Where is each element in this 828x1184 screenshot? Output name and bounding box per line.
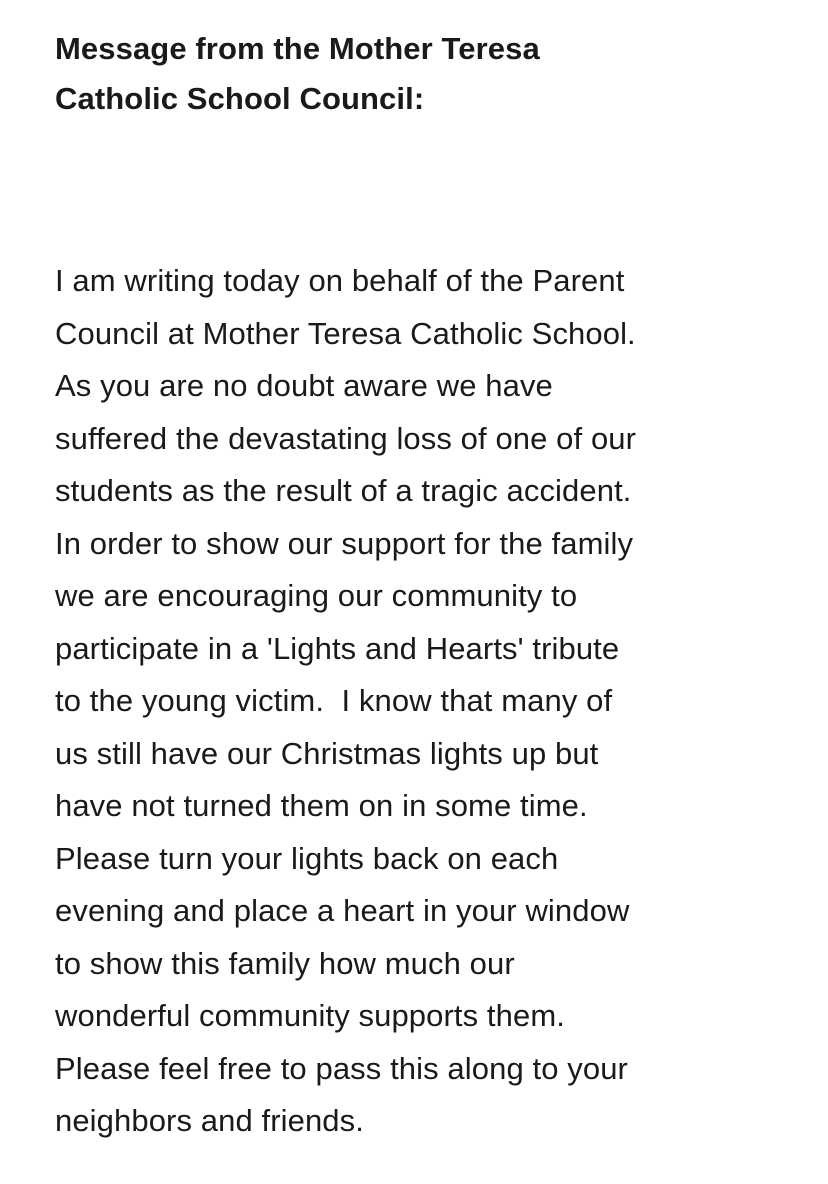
body-line: have not turned them on in some time. [55,788,588,823]
title-line: Catholic School Council: [55,81,425,116]
title-line: Message from the Mother Teresa [55,31,540,66]
body-line: wonderful community supports them. [55,998,565,1033]
body-line: As you are no doubt aware we have [55,368,553,403]
body-line: Please turn your lights back on each [55,840,559,876]
body-line: to show this family how much our [55,945,515,981]
body-line: Please feel free to pass this along to your [55,1050,628,1086]
body-line: I am writing today on behalf of the Parent [55,263,625,298]
body-line: participate in a 'Lights and Hearts' tribute [55,630,620,666]
message-body [55,255,815,1148]
body-line: evening and place a heart in your window [55,893,630,928]
body-line: suffered the devastating loss of one of our [55,420,637,456]
body-line: Council at Mother Teresa Catholic School. [55,315,636,351]
body-line: students as the result of a tragic accident. [55,473,632,508]
message-title [55,24,795,124]
body-line: us still have our Christmas lights up but [55,735,599,771]
body-line: to the young victim. I know that many of [55,683,613,718]
body-line: neighbors and friends. [55,1103,364,1138]
body-line: we are encouraging our community to [55,578,578,613]
body-line: In order to show our support for the family [55,525,634,561]
